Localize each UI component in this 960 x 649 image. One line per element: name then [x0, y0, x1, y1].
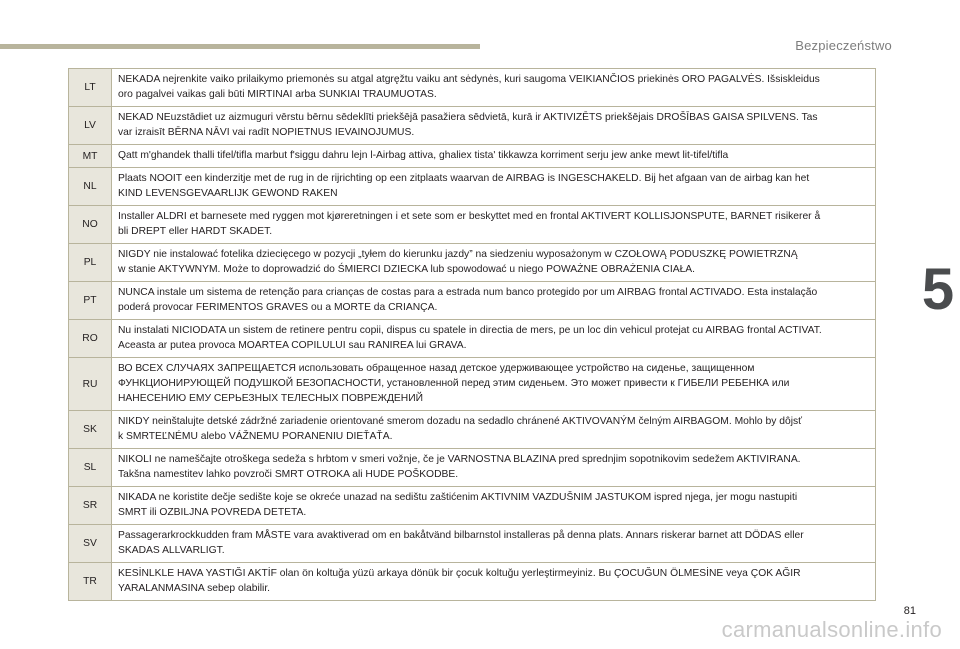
table-row	[69, 206, 876, 244]
warning-line: oro pagalvei vaikas gali būti MIRTINAI arba SUNKIAI TRAUMUOTAS.	[118, 89, 437, 100]
language-code: PT	[69, 282, 112, 320]
warning-line: NIGDY nie instalować fotelika dziecięcego w pozycji „tyłem do kierunku jazdy” na siedzeniu wyposażonym w CZOŁOWĄ PODUSZKĘ POWIETRZNĄ	[118, 249, 798, 260]
warning-line: SMRT ili OZBILJNA POVREDA DETETA.	[118, 507, 307, 518]
section-title: Bezpieczeństwo	[795, 38, 892, 53]
page-number: 81	[903, 605, 916, 617]
warning-text	[112, 320, 876, 358]
warning-text	[112, 449, 876, 487]
language-code: TR	[69, 563, 112, 601]
language-code: LT	[69, 69, 112, 107]
warning-line: var izraisīt BĒRNA NĀVI vai radīt NOPIETNUS IEVAINOJUMUS.	[118, 127, 415, 138]
warning-text	[112, 525, 876, 563]
warning-text	[112, 244, 876, 282]
warning-text	[112, 282, 876, 320]
chapter-tab	[916, 245, 960, 335]
table-row	[69, 320, 876, 358]
table-row	[69, 563, 876, 601]
warning-line: NIKOLI ne nameščajte otroškega sedeža s hrbtom v smeri vožnje, če je VARNOSTNA BLAZINA pred sprednjim sopotnikovim sedežem AKTIVIRANA.	[118, 454, 801, 465]
warning-line: ФУНКЦИОНИРУЮЩЕЙ ПОДУШКОЙ БЕЗОПАСНОСТИ, установленной перед этим сиденьем. Это может привести к ГИБЕЛИ РЕБЕНКА или	[118, 378, 790, 389]
table-row	[69, 282, 876, 320]
chapter-number: 5	[921, 257, 955, 322]
language-code: RO	[69, 320, 112, 358]
warning-text	[112, 411, 876, 449]
warning-line: bli DREPT eller HARDT SKADET.	[118, 226, 273, 237]
warning-line: ВО ВСЕХ СЛУЧАЯХ ЗАПРЕЩАЕТСЯ использовать обращенное назад детское удерживающее устройство на сиденье, защищенном	[118, 363, 755, 374]
warning-line: NIKADA ne koristite dečje sedište koje se okreće unazad na sedištu zaštićenim AKTIVNIM VAZDUŠNIM JASTUKOM ispred njega, jer mogu nastupiti	[118, 492, 798, 503]
language-code: MT	[69, 145, 112, 168]
table-row	[69, 107, 876, 145]
language-code: NO	[69, 206, 112, 244]
warning-line: Passagerarkrockkudden fram MÅSTE vara avaktiverad om en bakåtvänd bilbarnstol installeras på denna plats. Annars riskerar barnet att DÖDAS eller	[118, 530, 804, 541]
warning-text	[112, 487, 876, 525]
warning-text	[112, 358, 876, 411]
language-code: SL	[69, 449, 112, 487]
warning-text	[112, 107, 876, 145]
language-code: SR	[69, 487, 112, 525]
table-row	[69, 411, 876, 449]
language-code: NL	[69, 168, 112, 206]
table-row	[69, 449, 876, 487]
warning-line: poderá provocar FERIMENTOS GRAVES ou a MORTE da CRIANÇA.	[118, 302, 438, 313]
language-code: SK	[69, 411, 112, 449]
language-code: LV	[69, 107, 112, 145]
warning-text	[112, 69, 876, 107]
warning-line: Takšna namestitev lahko povzroči SMRT OTROKA ali HUDE POŠKODBE.	[118, 469, 459, 480]
warning-text	[112, 145, 876, 168]
warning-line: NEKAD NEuzstādiet uz aizmuguri vērstu bērnu sēdeklīti priekšējā pasažiera sēdvietā, kurā ir AKTIVIZĒTS priekšējais DROŠĪBAS GAISA SPILVENS. Tas	[118, 112, 818, 123]
watermark: carmanualsonline.info	[721, 617, 942, 642]
warning-line: KIND LEVENSGEVAARLIJK GEWOND RAKEN	[118, 188, 338, 199]
warning-line: НАНЕСЕНИЮ ЕМУ СЕРЬЕЗНЫХ ТЕЛЕСНЫХ ПОВРЕЖДЕНИЙ	[118, 393, 424, 404]
warning-table	[68, 68, 876, 601]
warning-line: KESİNLKLE HAVA YASTIĞI AKTİF olan ön koltuğa yüzü arkaya dönük bir çocuk koltuğu yerleştirmeyiniz. Bu ÇOCUĞUN ÖLMESİNE veya ÇOK AĞIR	[118, 568, 801, 579]
header-accent-bar	[0, 44, 480, 49]
table-row	[69, 525, 876, 563]
warning-line: NIKDY neinštalujte detské zádržné zariadenie orientované smerom dozadu na sedadlo chránené AKTIVOVANÝM čelným AIRBAGOM. Mohlo by dôjsť	[118, 416, 802, 427]
warning-line: Aceasta ar putea provoca MOARTEA COPILULUI sau RANIREA lui GRAVA.	[118, 340, 467, 351]
warning-text	[112, 206, 876, 244]
warning-line: w stanie AKTYWNYM. Może to doprowadzić do ŚMIERCI DZIECKA lub spowodować u niego POWAŻNE OBRAŻENIA CIAŁA.	[118, 264, 696, 275]
table-row	[69, 168, 876, 206]
warning-line: NUNCA instale um sistema de retenção para crianças de costas para a estrada num banco protegido por um AIRBAG frontal ACTIVADO. Esta instalação	[118, 287, 818, 298]
language-code: PL	[69, 244, 112, 282]
warning-line: k SMRTEĽNÉMU alebo VÁŽNEMU PORANENIU DIEŤAŤA.	[118, 431, 393, 442]
table-row	[69, 358, 876, 411]
warning-text	[112, 168, 876, 206]
table-row	[69, 145, 876, 168]
warning-text	[112, 563, 876, 601]
warning-line: SKADAS ALLVARLIGT.	[118, 545, 225, 556]
language-code: SV	[69, 525, 112, 563]
table-row	[69, 69, 876, 107]
warning-line: Qatt m'ghandek thalli tifel/tifla marbut f'siggu dahru lejn l-Airbag attiva, ghaliex tista' tikkawza korriment serju jew anke mewt lit-tifel/tifla	[118, 150, 729, 161]
table-row	[69, 244, 876, 282]
warning-line: Plaats NOOIT een kinderzitje met de rug in de rijrichting op een zitplaats waarvan de AIRBAG is INGESCHAKELD. Bij het afgaan van de airbag kan het	[118, 173, 810, 184]
warning-line: YARALANMASINA sebep olabilir.	[118, 583, 271, 594]
warning-line: NEKADA nejrenkite vaiko prilaikymo priemonės su atgal atgręžtu vaiku ant sėdynės, kuri saugoma VEIKIANČIOS priekinės ORO PAGALVĖS. Išsiskleidus	[118, 74, 820, 85]
warning-line: Installer ALDRI et barnesete med ryggen mot kjøreretningen i et sete som er beskyttet med en frontal AKTIVERT KOLLISJONSPUTE, BARNET risikerer å	[118, 211, 821, 222]
table-row	[69, 487, 876, 525]
language-code: RU	[69, 358, 112, 411]
warning-line: Nu instalati NICIODATA un sistem de retinere pentru copii, dispus cu spatele in directia de mers, pe un loc din vehicul protejat cu AIRBAG frontal ACTIVAT.	[118, 325, 822, 336]
